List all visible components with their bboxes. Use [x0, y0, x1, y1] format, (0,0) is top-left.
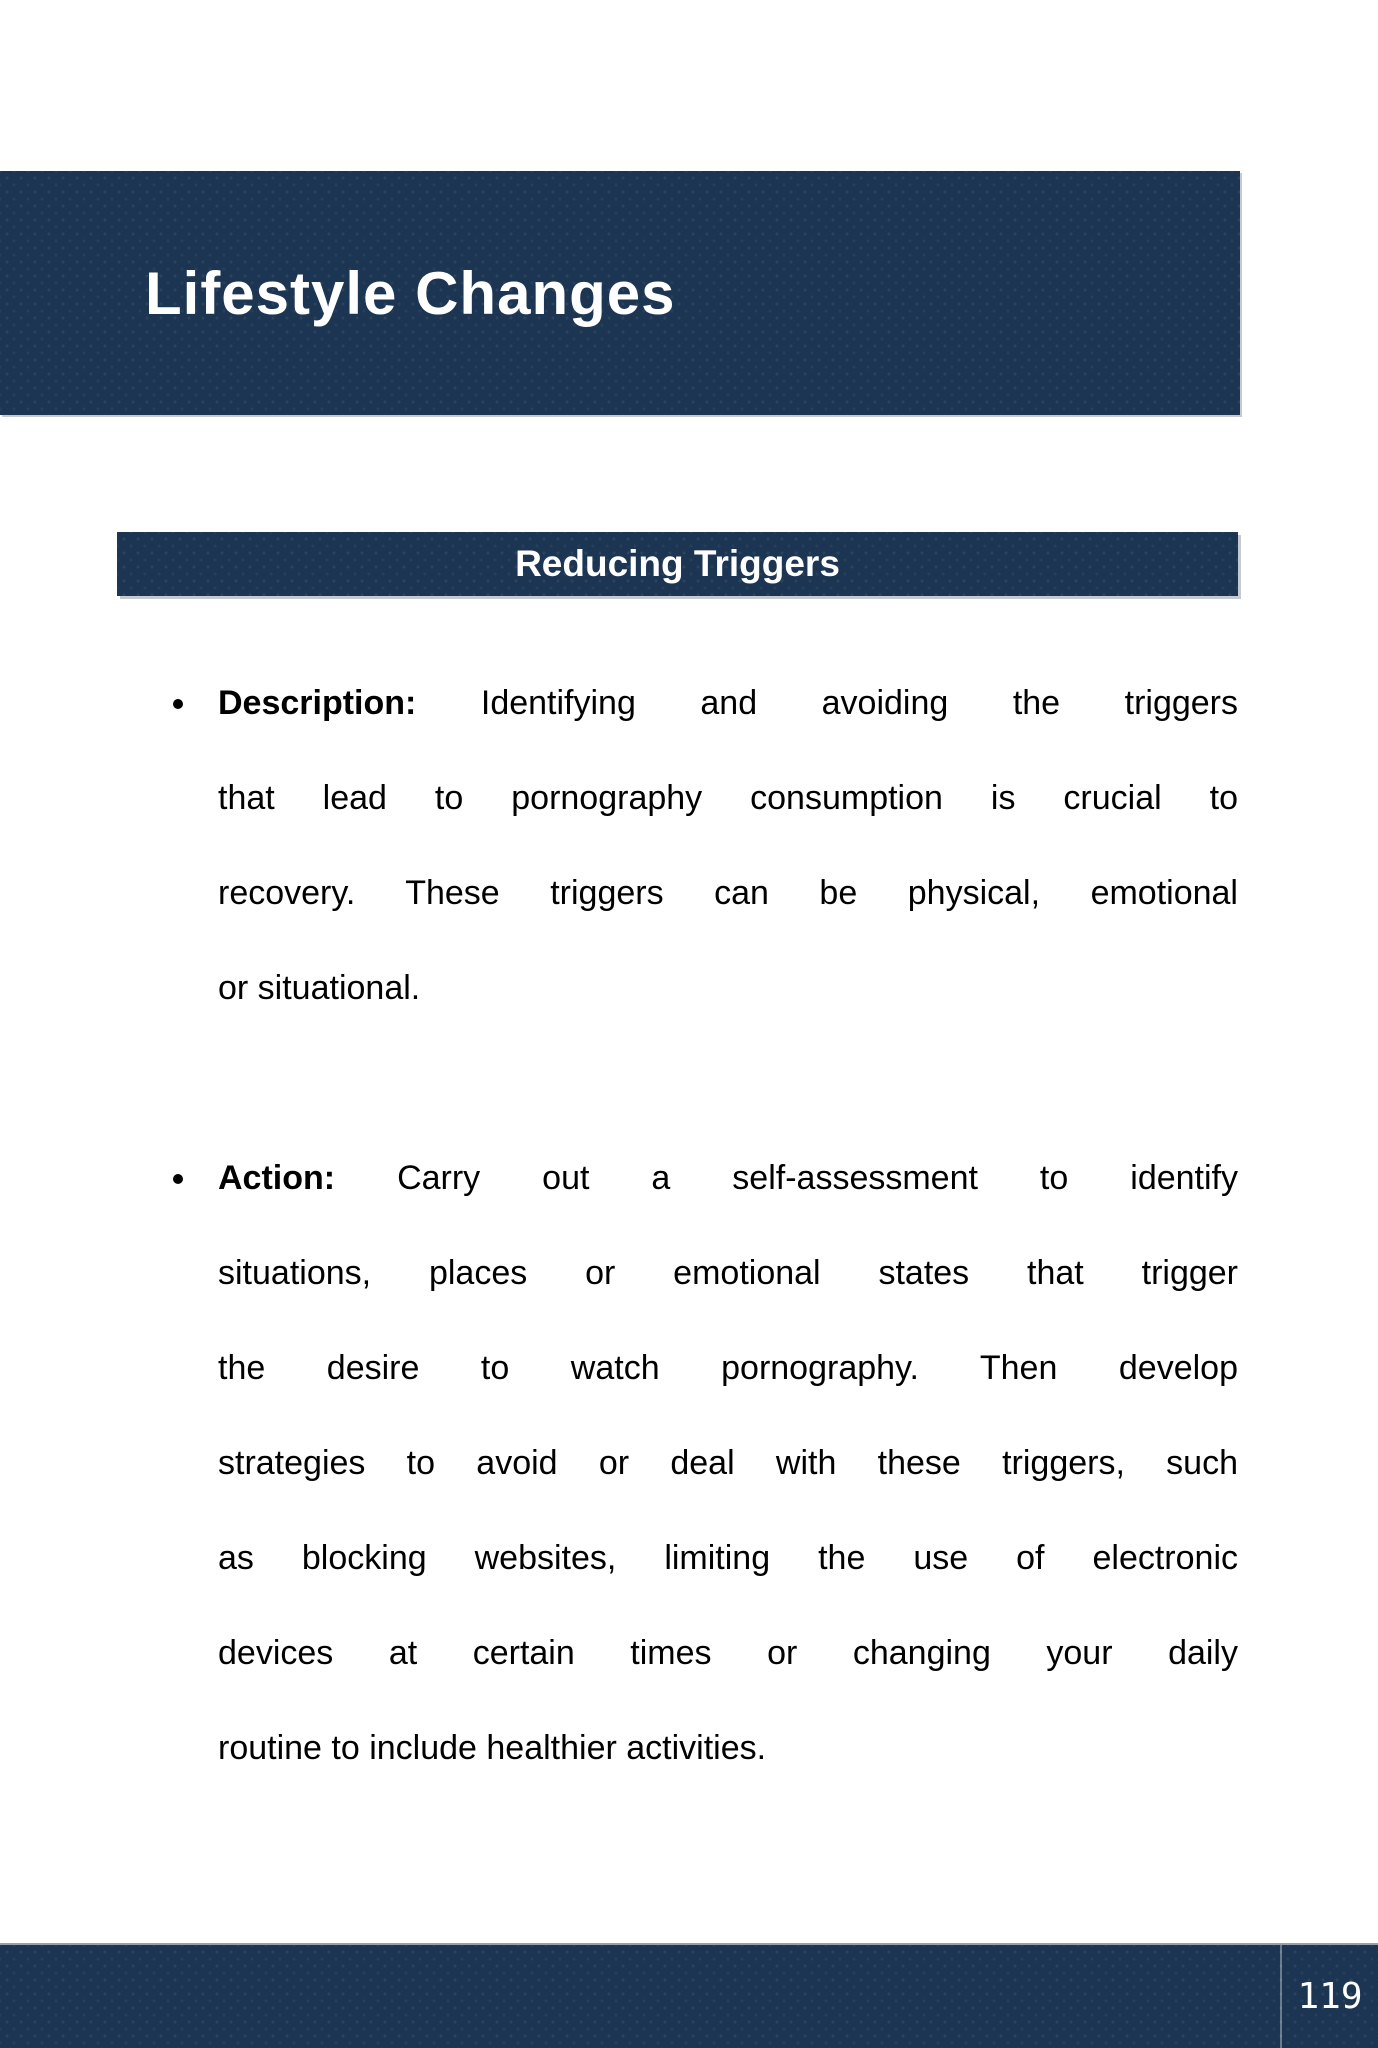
body-line: that lead to pornography consumption is crucial to	[218, 779, 1238, 817]
body-line-last: routine to include healthier activities.	[218, 1729, 767, 1767]
body-line-last: or situational.	[218, 969, 421, 1007]
body-line: recovery. These triggers can be physical, emotional	[218, 874, 1238, 912]
footer-bar	[0, 1943, 1378, 2048]
section-heading: Reducing Triggers	[515, 543, 840, 584]
list-item	[117, 656, 1238, 1036]
bullet-icon	[173, 699, 183, 709]
page-title: Lifestyle Changes	[145, 259, 676, 327]
body-line: as blocking websites, limiting the use of electronic	[218, 1539, 1238, 1577]
item-label: Description:	[218, 684, 417, 722]
bullet-icon	[173, 1174, 183, 1184]
section-heading-bar	[117, 532, 1238, 596]
body-line: devices at certain times or changing your daily	[218, 1634, 1238, 1672]
bullet-list	[117, 656, 1238, 1796]
chapter-header-banner	[0, 171, 1240, 415]
body-line: the desire to watch pornography. Then develop	[218, 1349, 1238, 1387]
page-number: 119	[1297, 1976, 1363, 2017]
list-item	[117, 1131, 1238, 1796]
body-line: Description: Identifying and avoiding the triggers	[218, 684, 1238, 722]
body-line: Action: Carry out a self-assessment to identify	[218, 1159, 1238, 1197]
item-label: Action:	[218, 1159, 336, 1197]
body-line: strategies to avoid or deal with these triggers, such	[218, 1444, 1238, 1482]
body-line: situations, places or emotional states that trigger	[218, 1254, 1238, 1292]
page-number-cell	[1282, 1945, 1378, 2048]
